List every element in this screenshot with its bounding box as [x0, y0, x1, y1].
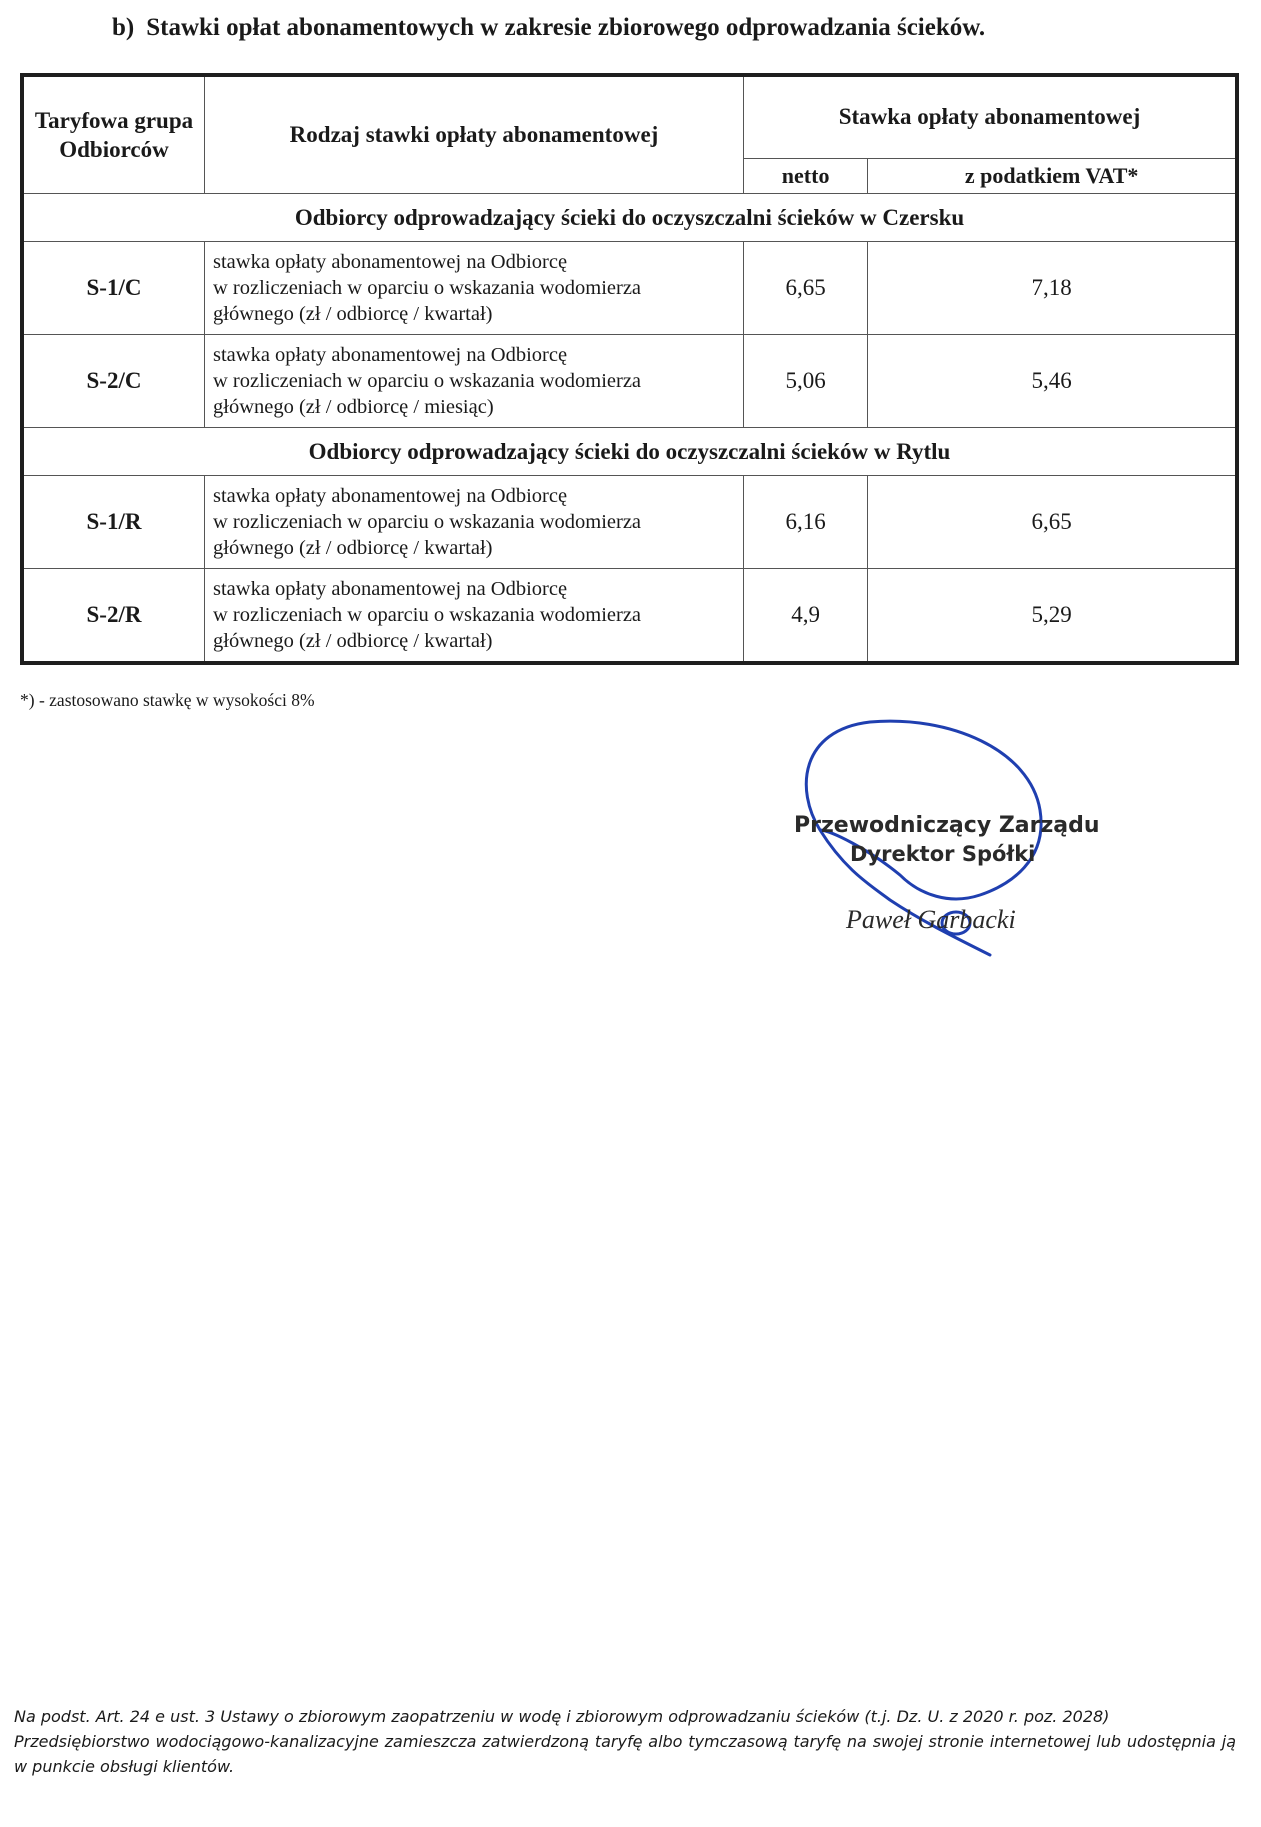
group-cell: S-1/R [22, 476, 205, 569]
description-cell [205, 569, 744, 664]
group-cell: S-2/R [22, 569, 205, 664]
description-cell [205, 242, 744, 335]
description-line: stawka opłaty abonamentowej na Odbiorcę [213, 251, 568, 273]
header-net: netto [744, 158, 868, 193]
section-row-rytel [22, 428, 1237, 476]
legal-note-line: Na podst. Art. 24 e ust. 3 Ustawy o zbiorowym zaopatrzeniu w wodę i zbiorowym odprowadzaniu ścieków (t.j. Dz. U. z 2020 r. poz. 2028) [14, 1707, 1110, 1726]
rates-table [20, 73, 1239, 665]
description-line: w rozliczeniach w oparciu o wskazania wodomierza [213, 604, 642, 626]
table-header-row [22, 75, 1237, 158]
vat-footnote: *) - zastosowano stawkę w wysokości 8% [20, 690, 315, 710]
table-row [22, 569, 1237, 664]
net-value: 6,16 [744, 476, 868, 569]
signatory-subtitle: Dyrektor Spółki [850, 842, 1036, 866]
table-row [22, 476, 1237, 569]
vat-value: 7,18 [868, 242, 1237, 335]
section-number: b) [112, 14, 135, 41]
description-line: w rozliczeniach w oparciu o wskazania wodomierza [213, 277, 642, 299]
table-row [22, 335, 1237, 428]
section-title: Stawki opłat abonamentowych w zakresie zbiorowego odprowadzania ścieków. [146, 14, 986, 41]
section-heading [112, 14, 985, 42]
net-value: 5,06 [744, 335, 868, 428]
net-value: 6,65 [744, 242, 868, 335]
legal-note [14, 1704, 1236, 1779]
header-rate: Stawka opłaty abonamentowej [744, 75, 1238, 158]
table-row [22, 242, 1237, 335]
signatory-name: Paweł Garbacki [846, 905, 1016, 934]
description-line: w rozliczeniach w oparciu o wskazania wodomierza [213, 511, 642, 533]
header-vat: z podatkiem VAT* [868, 158, 1237, 193]
description-line: w rozliczeniach w oparciu o wskazania wodomierza [213, 370, 642, 392]
description-cell [205, 335, 744, 428]
signatory-title: Przewodniczący Zarządu [794, 813, 1100, 838]
section-title-rytel: Odbiorcy odprowadzający ścieki do oczyszczalni ścieków w Rytlu [22, 428, 1237, 476]
legal-note-line: Przedsiębiorstwo wodociągowo-kanalizacyjne zamieszcza zatwierdzoną taryfę albo tymczasową taryfę na swojej stronie internetowej lub udostępnia ją w punkcie obsługi klientów. [14, 1732, 1236, 1776]
description-line: głównego (zł / odbiorcę / kwartał) [213, 630, 493, 652]
description-line: stawka opłaty abonamentowej na Odbiorcę [213, 485, 568, 507]
group-cell: S-1/C [22, 242, 205, 335]
net-value: 4,9 [744, 569, 868, 664]
description-cell [205, 476, 744, 569]
vat-value: 5,29 [868, 569, 1237, 664]
section-title-czersk: Odbiorcy odprowadzający ścieki do oczyszczalni ścieków w Czersku [22, 194, 1237, 242]
description-line: głównego (zł / odbiorcę / kwartał) [213, 537, 493, 559]
vat-value: 5,46 [868, 335, 1237, 428]
group-cell: S-2/C [22, 335, 205, 428]
header-group: Taryfowa grupa Odbiorców [22, 75, 205, 194]
description-line: stawka opłaty abonamentowej na Odbiorcę [213, 578, 568, 600]
vat-value: 6,65 [868, 476, 1237, 569]
header-type: Rodzaj stawki opłaty abonamentowej [205, 75, 744, 194]
description-line: stawka opłaty abonamentowej na Odbiorcę [213, 344, 568, 366]
description-line: głównego (zł / odbiorcę / miesiąc) [213, 396, 494, 418]
description-line: głównego (zł / odbiorcę / kwartał) [213, 303, 493, 325]
section-row-czersk [22, 194, 1237, 242]
